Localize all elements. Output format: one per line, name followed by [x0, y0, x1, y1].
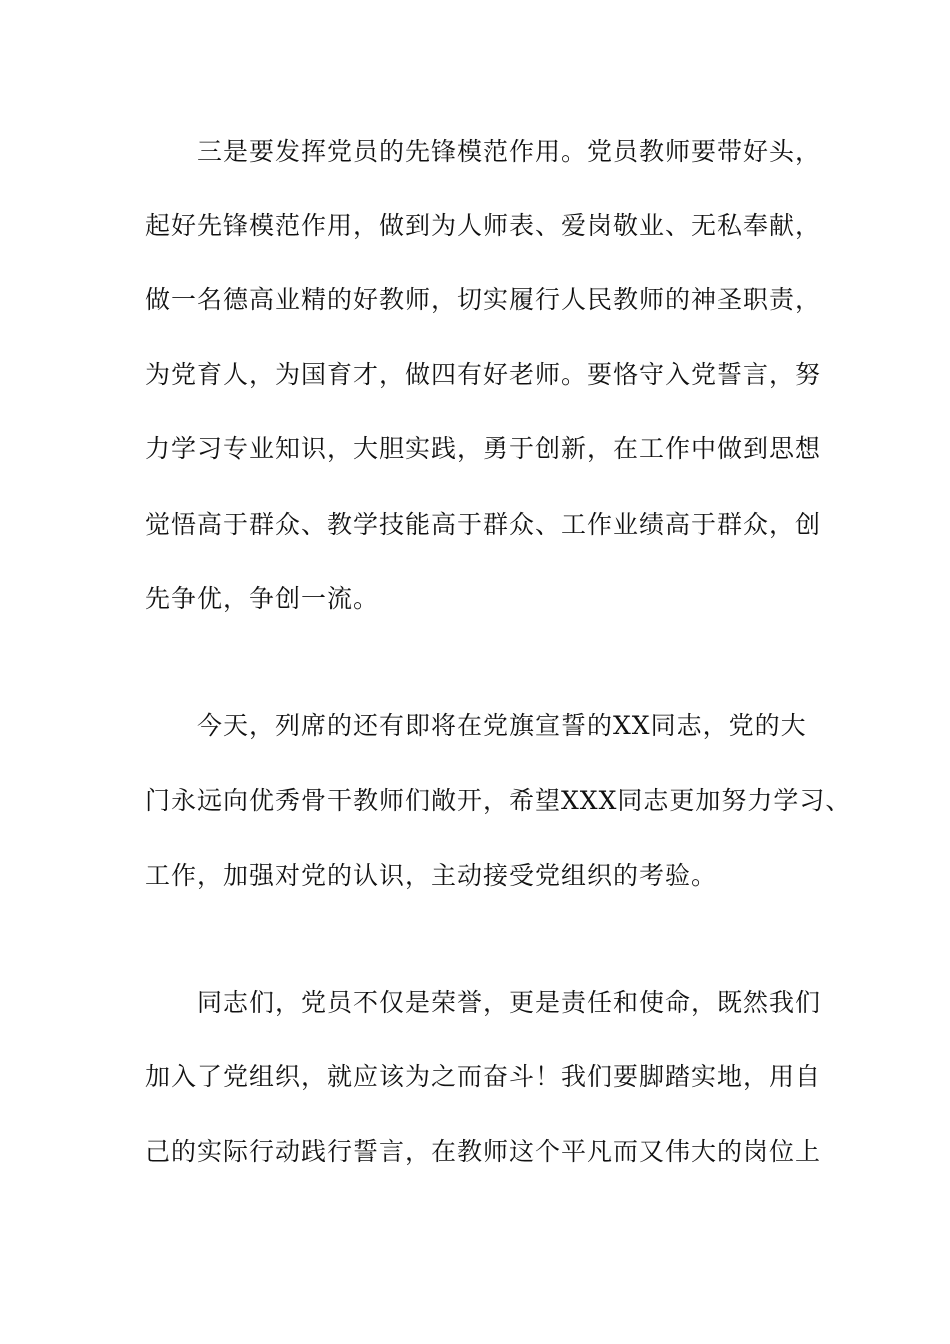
paragraph-1-line-7: 先争优，争创一流。	[145, 584, 380, 613]
paragraph-2-line-2: 门永远向优秀骨干教师们敞开，希望XXX同志更加努力学习、	[145, 786, 852, 815]
paragraph-1-line-3: 做一名德高业精的好教师，切实履行人民教师的神圣职责，	[145, 285, 822, 314]
paragraph-3-line-1: 同志们，党员不仅是荣誉，更是责任和使命，既然我们	[197, 988, 822, 1017]
paragraph-2-line-1: 今天，列席的还有即将在党旗宣誓的XX同志，党的大	[197, 711, 807, 740]
paragraph-3-line-2: 加入了党组织，就应该为之而奋斗！我们要脚踏实地，用自	[145, 1062, 822, 1091]
paragraph-1-line-2: 起好先锋模范作用，做到为人师表、爱岗敬业、无私奉献，	[145, 211, 822, 240]
paragraph-1-line-5: 力学习专业知识，大胆实践，勇于创新，在工作中做到思想	[145, 434, 822, 463]
paragraph-1-line-1: 三是要发挥党员的先锋模范作用。党员教师要带好头，	[197, 137, 822, 166]
paragraph-3-line-3: 己的实际行动践行誓言，在教师这个平凡而又伟大的岗位上	[145, 1137, 822, 1166]
paragraph-1-line-4: 为党育人，为国育才，做四有好老师。要恪守入党誓言，努	[145, 360, 822, 389]
paragraph-1-line-6: 觉悟高于群众、教学技能高于群众、工作业绩高于群众，创	[145, 510, 822, 539]
paragraph-2-line-3: 工作，加强对党的认识，主动接受党组织的考验。	[145, 861, 718, 890]
